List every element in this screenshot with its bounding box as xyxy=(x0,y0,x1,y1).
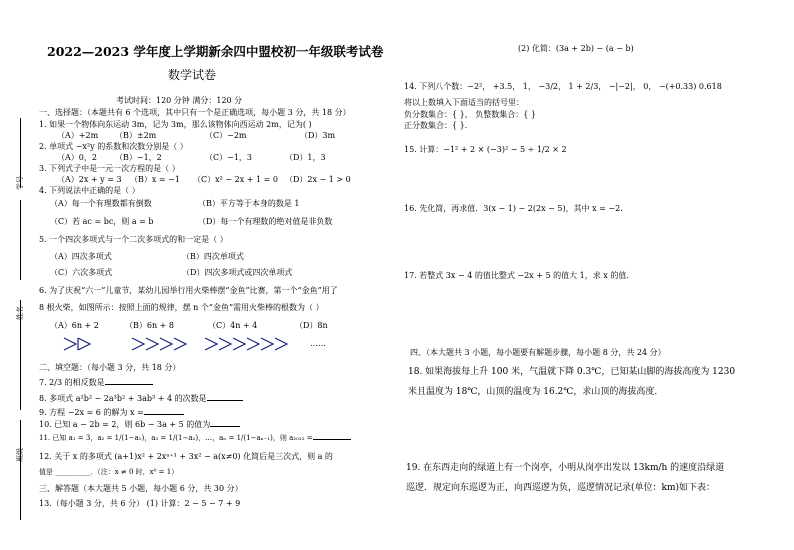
section3-heading: 三、解答题（本大题共 5 小题，每小题 6 分，共 30 分） xyxy=(39,484,243,493)
q8-text: 8. 多项式 a²b² − 2a³b² + 3ab³ + 4 的次数是 xyxy=(39,395,243,403)
q6-option-d: （D）8n xyxy=(295,321,328,330)
q15-text: 15. 计算：−1² + 2 × (−3)² − 5 ÷ 1/2 × 2 xyxy=(404,145,567,154)
q5-text: 5. 一个四次多项式与一个二次多项式的和一定是（ ） xyxy=(39,235,228,244)
q4-option-d: （D）每一个有理数的绝对值是非负数 xyxy=(198,217,333,226)
section2-heading: 二、填空题：（每小题 3 分，共 18 分） xyxy=(39,363,181,372)
q1-option-c: （C）−2m xyxy=(205,131,247,140)
side-bracket-lower xyxy=(20,420,21,520)
q6-option-c: （C）4n + 4 xyxy=(208,321,258,330)
q12-text-line1: 12. 关于 x 的多项式 (a+1)x² + 2xᵃ⁺¹ + 3x² − a(x≠0) 化简后是三次式，则 a 的 xyxy=(39,452,333,461)
q3-text: 3. 下列式子中是一元一次方程的是（ ） xyxy=(39,164,180,173)
q17-text: 17. 若整式 3x − 4 的值比整式 −2x + 5 的值大 1，求 x 的值． xyxy=(404,271,635,280)
side-label-class: 班级 xyxy=(16,448,24,462)
q1-text: 1. 如果一个物体向东运动 3m，记为 3m，那么该物体向西运动 2m，记为( ) xyxy=(39,120,312,129)
q14-negative-fraction-set: 负分数集合：{ }， 负整数集合：{ } xyxy=(404,110,536,119)
q6-text-line1: 6. 为了庆祝“六一”儿童节，某幼儿园举行用火柴棒摆“金鱼”比赛，第一个“金鱼”用了 xyxy=(39,286,338,295)
q10-text: 10. 已知 a − 2b = 2，则 6b − 3a + 5 的值为 xyxy=(39,421,240,429)
q5-option-d: （D）四次多项式或四次单项式 xyxy=(182,268,293,277)
q2-option-b: （B）−1，2 xyxy=(115,153,162,162)
q14-positive-fraction-set: 正分数集合：{ }． xyxy=(404,121,473,130)
goldfish-figure-1 xyxy=(62,336,106,352)
q18-text-line2: 米且温度为 18℃，山顶的温度为 16.2℃，求山顶的海拔高度． xyxy=(408,387,664,397)
q3-option-a: （A）2x + y = 3 xyxy=(57,175,122,184)
q16-text: 16. 先化简，再求值．3(x − 1) − 2(2x − 5)，其中 x = −2． xyxy=(404,204,629,213)
q4-text: 4. 下列说法中正确的是（ ） xyxy=(39,186,140,195)
q1-option-b: （B）±2m xyxy=(115,131,157,140)
q13-part2-text: (2) 化简：(3a + 2b) − (a − b) xyxy=(518,44,634,53)
q1-option-a: （A）+2m xyxy=(57,131,99,140)
q5-option-a: （A）四次多项式 xyxy=(50,252,112,261)
q5-option-b: （B）四次单项式 xyxy=(182,252,244,261)
q2-option-d: （D）1，3 xyxy=(285,153,326,162)
section1-heading: 一、选择题：（本题共有 6 个选项，其中只有一个是正确选项，每小题 3 分，共 18 分） xyxy=(39,108,351,117)
side-bracket-middle xyxy=(20,200,21,280)
q13-text: 13.（每小题 3 分，共 6 分） (1) 计算：2 − 5 − 7 + 9 xyxy=(39,499,241,508)
q19-text-line2: 巡逻．规定向东巡逻为正，向西巡逻为负，巡逻情况记录(单位：km)如下表： xyxy=(406,483,716,493)
q3-option-d: （D）2x − 1 > 0 xyxy=(285,175,351,184)
side-label-name: 姓名 xyxy=(16,306,24,320)
q4-option-b: （B）平方等于本身的数是 1 xyxy=(198,199,300,208)
q2-option-c: （C）−1，3 xyxy=(205,153,253,162)
section4-heading: 四、（本大题共 3 小题，每小题要有解题步骤，每小题 8 分，共 24 分） xyxy=(410,348,666,357)
q5-option-c: （C）六次多项式 xyxy=(50,268,113,277)
q4-option-c: （C）若 ac = bc，则 a = b xyxy=(50,217,154,226)
q3-option-c: （C）x² − 2x + 1 = 0 xyxy=(193,175,278,184)
q4-option-a: （A）每一个有理数都有倒数 xyxy=(50,199,152,208)
exam-subtitle: 数学试卷 xyxy=(168,68,217,82)
q12-text-line2: 值是 __________．（注：x ≠ 0 时，x⁰ = 1） xyxy=(39,468,179,476)
q14-text: 14. 下列八个数：−2²， +3.5， 1， −3/2， 1 + 2/3， −|−2|， 0， −(+0.33) 0.618 xyxy=(404,82,722,91)
q6-text-line2: 8 根火柴，如图所示：按照上面的规律，摆 n 个“金鱼”需用火柴棒的根数为（ ） xyxy=(39,303,324,312)
q14-instruction: 将以上数填入下面适当的括号里： xyxy=(404,98,524,107)
q2-option-a: （A）0，2 xyxy=(57,153,97,162)
q6-option-a: （A）6n + 2 xyxy=(50,321,99,330)
q3-option-b: （B）x = −1 xyxy=(130,175,180,184)
q19-text-line1: 19. 在东西走向的绿道上有一个岗亭，小明从岗亭出发以 13km/h 的速度沿绿道 xyxy=(406,463,725,473)
q11-text: 11. 已知 a₁ = 3，a₂ = 1/(1−a₁)，a₃ = 1/(1−a₂)，…，aₙ = 1/(1−aₙ₋₁)，则 a₂₀₂₂ = xyxy=(39,435,351,442)
goldfish-figure-3 xyxy=(203,336,289,352)
q1-option-d: （D）3m xyxy=(300,131,336,140)
q6-option-b: （B）6n + 8 xyxy=(125,321,174,330)
goldfish-figure-2 xyxy=(130,336,194,352)
q18-text-line1: 18. 如果海拔每上升 100 米，气温就下降 0.3℃，已知某山脚的海拔高度为 1230 xyxy=(408,367,736,377)
q2-text: 2. 单项式 −x²y 的系数和次数分别是（ ） xyxy=(39,142,188,151)
side-label-exam-id: 学号 xyxy=(16,176,24,190)
q9-text: 9. 方程 −2x = 6 的解为 x = xyxy=(39,409,184,417)
exam-info: 考试时间：120 分钟 满分：120 分 xyxy=(116,96,243,105)
q7-text: 7. 2/3 的相反数是 xyxy=(39,379,153,387)
exam-title: 2022—2023 学年度上学期新余四中盟校初一年级联考试卷 xyxy=(47,44,384,59)
q6-ellipsis: …… xyxy=(310,339,326,348)
